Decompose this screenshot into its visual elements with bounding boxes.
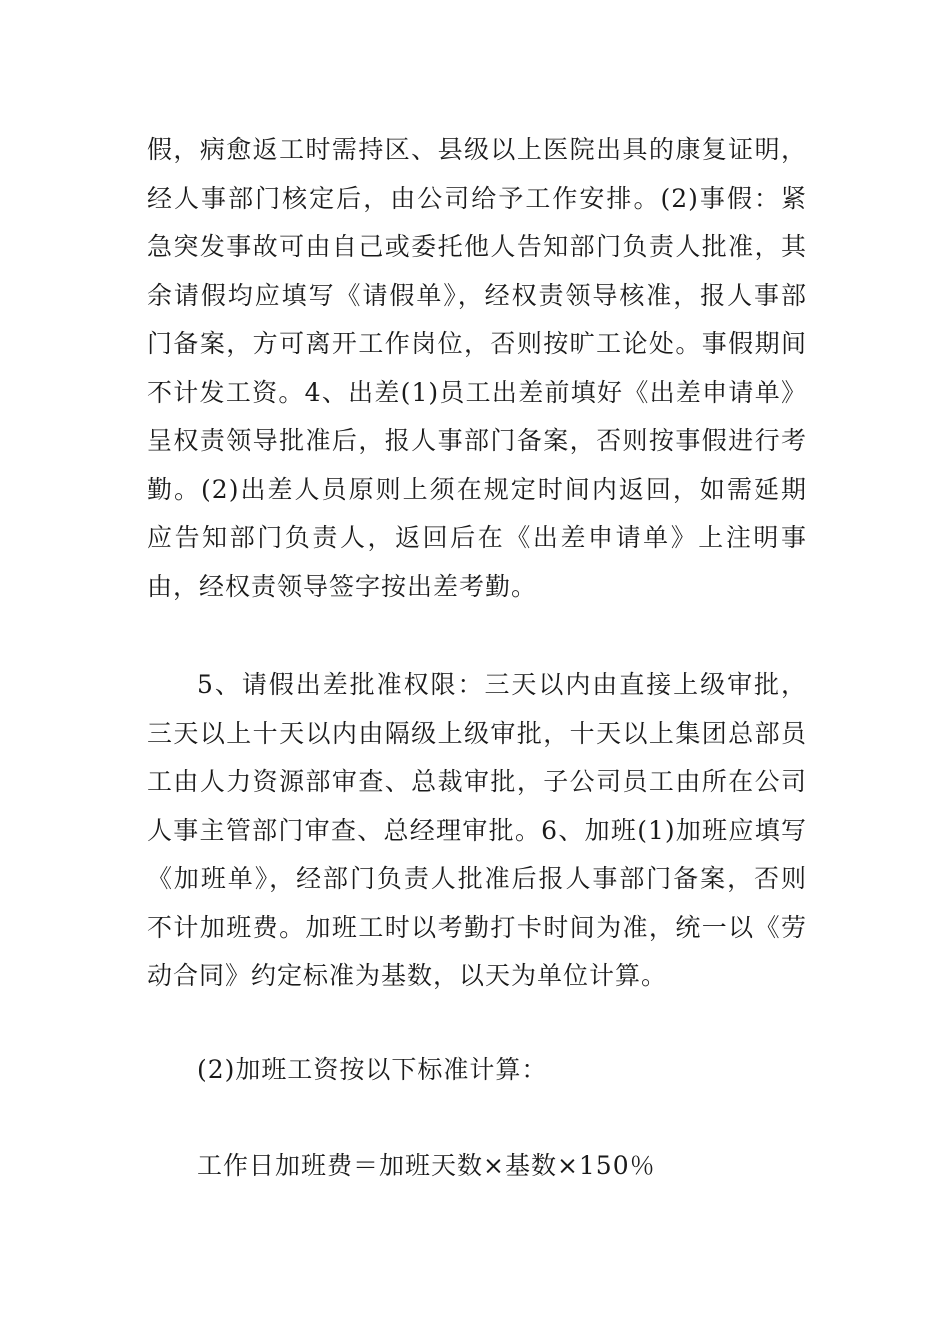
paragraph-approval-authority: 5、请假出差批准权限：三天以内由直接上级审批，三天以上十天以内由隔级上级审批，十天以上集团总部员工由人力资源部审查、总裁审批，子公司员工由所在公司人事主管部门审查、总经理审批。6、加班(1)加班应填写《加班单》，经部门负责人批准后报人事部门备案，否则不计加班费。加班工时以考勤打卡时间为准，统一以《劳动合同》约定标准为基数，以天为单位计算。	[147, 670, 807, 990]
paragraph-overtime-standard: (2)加班工资按以下标准计算：	[197, 1054, 548, 1084]
paragraph-workday-overtime-formula: 工作日加班费＝加班天数×基数×150％	[197, 1151, 656, 1180]
paragraph-attendance-leave: 假，病愈返工时需持区、县级以上医院出具的康复证明，经人事部门核定后，由公司给予工作安排。(2)事假：紧急突发事故可由自己或委托他人告知部门负责人批准，其余请假均应填写《请假单》，经权责领导核准，报人事部门备案，方可离开工作岗位，否则按旷工论处。事假期间不计发工资。4、出差(1)员工出差前填好《出差申请单》呈权责领导批准后，报人事部门备案，否则按事假进行考勤。(2)出差人员原则上须在规定时间内返回，如需延期应告知部门负责人，返回后在《出差申请单》上注明事由，经权责领导签字按出差考勤。	[147, 135, 807, 601]
document-body	[147, 126, 807, 1191]
